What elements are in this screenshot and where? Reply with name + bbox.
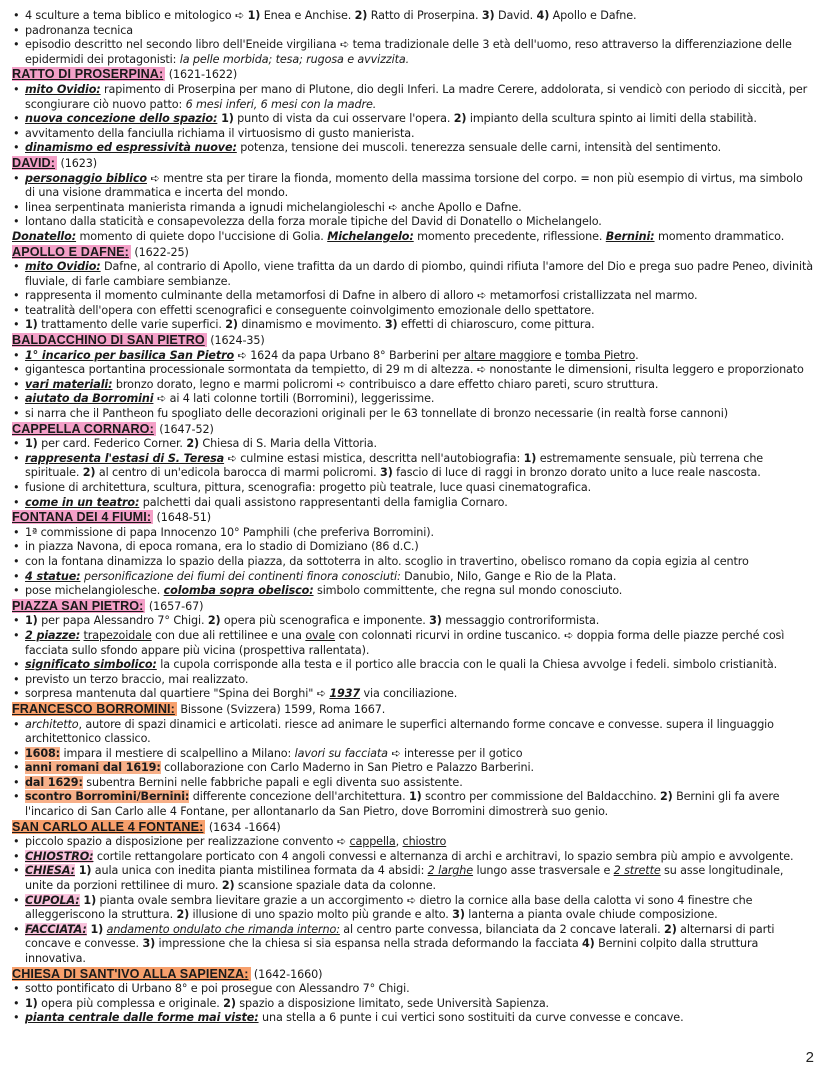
bullet-item: [12, 201, 814, 216]
keyword: Michelangelo:: [327, 229, 414, 243]
bullet-item: [12, 997, 814, 1012]
bullet-item: [12, 1011, 814, 1026]
text-run: 2): [659, 790, 673, 804]
text-run: padronanza tecnica: [25, 23, 134, 37]
section-title: SAN CARLO ALLE 4 FONTANE:: [12, 819, 204, 834]
keyword: pianta centrale dalle forme mai viste:: [25, 1011, 259, 1025]
section-dates: (1648-51): [153, 511, 211, 525]
text-run: Ratto di Proserpina.: [367, 9, 482, 22]
text-run: per papa Alessandro 7° Chigi.: [37, 614, 208, 628]
keyword: aiutato da Borromini: [25, 392, 154, 406]
bullet-item: [12, 83, 814, 112]
text-run: rappresenta il momento culminante della metamorfosi di Dafne in albero di alloro ➪ metamorfosi cristallizzata nel marmo.: [25, 289, 698, 303]
section-title: DAVID:: [12, 155, 56, 170]
text-run: con la fontana dinamizza lo spazio della piazza, da sottoterra in alto. scoglio in travertino, obelisco romano da copia egizia al centro: [25, 554, 749, 568]
text-run: 3): [452, 908, 465, 922]
bullet-item: [12, 864, 814, 893]
text-run: altare maggiore: [463, 348, 552, 362]
text-run: Bernini colpito dalla struttura innovativa.: [25, 937, 759, 965]
text-run: , autore di spazi dinamici e articolati. riesce ad animare le superfici alternando forme concave e convesse. supera il linguaggio architettonico classico.: [25, 717, 774, 746]
section-heading: [12, 967, 814, 983]
section-heading: [12, 245, 814, 261]
bullet-item: [12, 112, 814, 127]
text-run: per card. Federico Corner.: [37, 437, 187, 451]
text-run: episodio descritto nel secondo libro dell'Eneide virgiliana ➪ tema tradizionale delle 3 età dell'uomo, reso attraverso la differenziazione delle epidermidi dei protagonisti:: [25, 38, 792, 66]
bullet-item: [12, 555, 814, 570]
section-dates: (1647-52): [155, 422, 214, 436]
bullet-item: [12, 260, 814, 289]
page-number: 2: [805, 1049, 814, 1066]
bullet-item: [12, 629, 814, 658]
text-run: architetto: [25, 717, 79, 731]
text-run: alternarsi di parti concave e convesse.: [25, 922, 775, 951]
keyword: 1608:: [25, 746, 61, 760]
bullet-item: [12, 437, 814, 452]
keyword: CHIOSTRO:: [25, 849, 94, 863]
text-run: 6 mesi inferi, 6 mesi con la madre.: [185, 97, 377, 111]
keyword: mito Ovidio:: [25, 260, 101, 274]
text-run: personificazione dei fiumi dei continenti finora conosciuti:: [80, 569, 401, 583]
keyword: CUPOLA:: [25, 893, 80, 907]
bullet-item: [12, 790, 814, 819]
text-run: ➪ culmine estasi mistica, descritta nell'autobiografia:: [224, 451, 524, 465]
text-run: 2 larghe: [427, 864, 474, 878]
text-run: 2): [223, 996, 236, 1010]
bullet-item: [12, 452, 814, 481]
bullet-item: [12, 127, 814, 142]
section-heading: [12, 67, 814, 83]
text-run: 1): [523, 451, 537, 465]
text-run: lanterna a pianta ovale chiude composizione.: [464, 908, 718, 922]
text-run: teatralità dell'opera con effetti scenografici e conseguente coinvolgimento emozionale dello spettatore.: [25, 303, 595, 317]
text-run: cortile rettangolare porticato con 4 angoli convessi e alternanza di archi e architravi, lo spazio sembra più ampio e avvolgente.: [93, 849, 794, 863]
section-dates: (1657-67): [145, 599, 204, 613]
keyword: mito Ovidio:: [25, 82, 101, 96]
text-run: linea serpentinata manierista rimanda a ignudi michelangioleschi ➪ anche Apollo e Dafne.: [25, 200, 522, 214]
bullet-item: [12, 318, 814, 333]
section-title: FONTANA DEI 4 FIUMI:: [12, 510, 152, 525]
text-run: effetti di chiaroscuro, come pittura.: [397, 318, 595, 332]
text-run: su asse longitudinale, unite da porzioni rettilinee di muro.: [25, 864, 784, 893]
text-run: palchetti dai quali assistono rappresentanti della famiglia Cornaro.: [139, 495, 508, 509]
text-run: Chiesa di S. Maria della Vittoria.: [198, 437, 377, 451]
text-run: impara il mestiere di scalpellino a Milano:: [60, 746, 295, 760]
text-run: la pelle morbida; tesa; rugosa e avvizzita.: [179, 52, 410, 66]
text-run: momento di quiete dopo l'uccisione di Golia.: [76, 229, 328, 243]
text-run: 3): [481, 9, 495, 22]
keyword: CHIESA:: [25, 864, 75, 878]
keyword: vari materiali:: [25, 377, 113, 391]
bullet-item: [12, 894, 814, 923]
bullet-item: [12, 304, 814, 319]
text-run: andamento ondulato che rimanda interno:: [106, 922, 340, 936]
text-run: Danubio, Nilo, Gange e Rio de la Plata.: [400, 569, 617, 583]
keyword: scontro Borromini/Bernini:: [25, 790, 190, 804]
text-run: avvitamento della fanciulla richiama il virtuosismo di gusto manierista.: [25, 126, 415, 140]
keyword: come in un teatro:: [25, 495, 140, 509]
text-run: 2): [176, 908, 190, 922]
text-run: 4): [536, 9, 550, 22]
text-run: 1): [247, 9, 261, 22]
text-run: 1): [25, 614, 38, 628]
text-run: differente concezione dell'architettura.: [189, 790, 409, 804]
bullet-item: [12, 38, 814, 67]
text-run: lontano dalla staticità e consapevolezza della forza morale tipiche del David di Donatello o Michelangelo.: [25, 215, 602, 229]
keyword: significato simbolico:: [25, 658, 157, 672]
bullet-item: [12, 673, 814, 688]
text-run: impianto della scultura spinto ai limiti della stabilità.: [466, 112, 757, 126]
bullet-item: [12, 349, 814, 364]
bullet-item: [12, 363, 814, 378]
keyword: FACCIATA:: [25, 922, 87, 936]
bullet-item: [12, 378, 814, 393]
text-run: pose michelangiolesche.: [25, 584, 164, 598]
text-run: ,: [395, 835, 403, 849]
keyword: Bernini:: [605, 229, 655, 243]
section-dates: (1634 -1664): [205, 820, 281, 834]
section-heading: [12, 333, 814, 349]
text-run: pianta ovale sembra lievitare grazie a un accorgimento ➪ dietro la cornice alla base della calotta vi sono 4 finestre che alleggeriscono la struttura.: [25, 893, 753, 922]
text-run: opera più complessa e originale.: [37, 996, 224, 1010]
text-run: al centro parte convessa, bilanciata da 2 concave laterali.: [339, 922, 665, 936]
text-run: opera più scenografica e imponente.: [220, 614, 430, 628]
text-run: collaborazione con Carlo Maderno in San Pietro e Palazzo Barberini.: [160, 761, 534, 775]
text-run: estremamente sensuale, più terrena che spirituale.: [25, 451, 764, 480]
section-heading: [12, 422, 814, 438]
text-run: 3): [384, 318, 398, 332]
keyword: anni romani dal 1619:: [25, 761, 161, 775]
notes-page: [12, 9, 814, 1026]
section-dates: (1622-25): [130, 245, 189, 259]
section-title: APOLLO E DAFNE:: [12, 244, 129, 259]
text-run: Bernini gli fa avere l'incarico di San Carlo alle 4 Fontane, per allontanarlo da San Pietro, dove Borromini dimostrerà suo genio.: [25, 790, 780, 819]
bullet-item: [12, 687, 814, 702]
text-run: trapezoidale: [83, 628, 152, 642]
text-run: scansione spaziale data da colonne.: [234, 879, 436, 893]
text-run: 1): [217, 112, 234, 126]
keyword: rappresenta l'estasi di S. Teresa: [25, 451, 225, 465]
text-run: piccolo spazio a disposizione per realizzazione convento ➪: [25, 835, 350, 849]
section-heading: [12, 599, 814, 615]
bullet-item: [12, 540, 814, 555]
section-dates: (1623): [57, 156, 97, 170]
bullet-item: [12, 982, 814, 997]
keyword: dinamismo ed espressività nuove:: [25, 141, 237, 155]
text-run: 2): [225, 318, 238, 332]
text-run: con colonnati ricurvi in ordine tuscanico. ➪ doppia forma delle piazze perché così facciata sullo sfondo appare più vicina (prospettiva rallentata).: [25, 628, 785, 657]
keyword: Donatello:: [12, 229, 77, 243]
bullet-item: [12, 614, 814, 629]
text-run: 2): [186, 437, 199, 451]
section-dates: Bissone (Svizzera) 1599, Roma 1667.: [176, 702, 386, 716]
text-run: 1): [25, 437, 38, 451]
text-run: 1): [74, 864, 92, 878]
keyword: colomba sopra obelisco:: [163, 584, 314, 598]
keyword: 1° incarico per basilica San Pietro: [25, 348, 235, 362]
text-run: ➪ ai 4 lati colonne tortili (Borromini), leggerissime.: [153, 392, 435, 406]
text-run: via conciliazione.: [360, 687, 458, 701]
bullet-item: [12, 835, 814, 850]
text-run: momento drammatico.: [654, 229, 785, 243]
text-run: aula unica con inedita pianta mistilinea formata da 4 absidi:: [91, 864, 428, 878]
bullet-item: [12, 658, 814, 673]
bullet-item: [12, 526, 814, 541]
bullet-item: [12, 747, 814, 762]
text-run: una stella a 6 punte i cui vertici sono sostituiti da curve convesse e concave.: [258, 1011, 684, 1025]
text-run: fascio di luce di raggi in bronzo dorato unito a luce reale nascosta.: [392, 466, 761, 480]
bullet-item: [12, 761, 814, 776]
text-run: ovale: [305, 628, 336, 642]
text-run: gigantesca portantina processionale sormontata da tempietto, di 29 m di altezza. ➪ nonostante le dimensioni, risulta leggero e proporzionato: [25, 363, 804, 377]
text-run: simbolo committente, che regna sul mondo conosciuto.: [313, 584, 623, 598]
text-run: fusione di architettura, scultura, pittura, scenografia: progetto più teatrale, luce quasi cinematografica.: [25, 481, 592, 494]
keyword: nuova concezione dello spazio:: [25, 112, 218, 126]
text-run: cappella: [349, 835, 396, 849]
text-run: 3): [429, 614, 442, 628]
keyword: 2 piazze:: [25, 628, 81, 642]
text-run: dinamismo e movimento.: [237, 318, 385, 332]
text-run: punto di vista da cui osservare l'opera.: [233, 112, 454, 126]
bullet-item: [12, 407, 814, 422]
text-run: 1): [25, 318, 38, 332]
text-run: .: [635, 348, 639, 362]
text-run: Apollo e Dafne.: [549, 9, 637, 22]
text-run: la cupola corrisponde alla testa e il portico alle braccia con le quali la Chiesa avvolge i fedeli. simbolo cristianità.: [156, 658, 778, 672]
section-heading: [12, 820, 814, 836]
section-title: CHIESA DI SANT'IVO ALLA SAPIENZA:: [12, 966, 249, 981]
text-run: 2): [354, 9, 368, 22]
section-title: PIAZZA SAN PIETRO:: [12, 598, 144, 613]
bullet-item: [12, 289, 814, 304]
text-run: 1): [79, 893, 97, 907]
text-run: 1): [408, 790, 422, 804]
text-run: 2): [453, 112, 467, 126]
text-run: 2 strette: [613, 864, 661, 878]
text-run: si narra che il Pantheon fu spogliato delle decorazioni originali per le 63 tonnellate di bronzo necessarie (in realtà forse cannoni): [25, 407, 728, 421]
text-run: ➪ interesse per il gotico: [387, 746, 523, 760]
bullet-item: [12, 481, 814, 496]
text-run: sotto pontificato di Urbano 8° e poi prosegue con Alessandro 7° Chigi.: [25, 982, 410, 996]
section-title: FRANCESCO BORROMINI:: [12, 701, 175, 716]
section-title: CAPPELLA CORNARO:: [12, 421, 154, 436]
text-run: in piazza Navona, di epoca romana, era lo stadio di Domiziano (86 d.C.): [25, 540, 419, 554]
keyword: 1937: [329, 687, 361, 701]
section-dates: (1642-1660): [250, 967, 323, 981]
text-run: trattamento delle varie superfici.: [37, 318, 226, 332]
bullet-item: [12, 776, 814, 791]
bullet-item: [12, 923, 814, 967]
text-run: momento precedente, riflessione.: [413, 229, 606, 243]
bullet-item: [12, 570, 814, 585]
text-run: 3): [142, 937, 156, 951]
text-run: 1): [86, 922, 104, 936]
bullet-item: [12, 392, 814, 407]
bullet-item: [12, 850, 814, 865]
bullet-item: [12, 718, 814, 747]
bullet-item: [12, 141, 814, 156]
text-run: messaggio controriformista.: [441, 614, 600, 628]
keyword: personaggio biblico: [25, 171, 147, 185]
text-run: bronzo dorato, legno e marmi policromi ➪ contribuisco a dare effetto chiaro pareti, scuro struttura.: [112, 377, 659, 391]
text-run: 1ª commissione di papa Innocenzo 10° Pamphili (che preferiva Borromini).: [25, 525, 434, 539]
text-run: 2): [664, 922, 677, 936]
bullet-item: [12, 24, 814, 39]
text-run: rapimento di Proserpina per mano di Plutone, dio degli Inferi. La madre Cerere, addolorata, si vendicò con periodo di siccità, per scongiurare ciò nuovo patto:: [25, 82, 808, 111]
text-run: spazio a disposizione limitato, sede Università Sapienza.: [235, 996, 549, 1010]
text-run: sorpresa mantenuta dal quartiere "Spina dei Borghi" ➪: [25, 687, 330, 701]
keyword: dal 1629:: [25, 775, 83, 789]
bullet-item: [12, 172, 814, 201]
section-heading: [12, 510, 814, 526]
text-run: impressione che la chiesa si sia espansa nella strada deformando la facciata: [155, 937, 582, 951]
section-heading: [12, 702, 814, 718]
text-run: 4 sculture a tema biblico e mitologico ➪: [25, 9, 248, 22]
section-dates: (1624-35): [206, 334, 265, 348]
bullet-item: [12, 584, 814, 599]
text-run: 3): [380, 466, 393, 480]
text-run: e: [551, 348, 565, 362]
text-run: subentra Bernini nelle fabbriche papali e egli diventa suo assistente.: [82, 775, 463, 789]
section-dates: (1621-1622): [165, 68, 238, 82]
note-line: [12, 230, 814, 245]
text-run: 1): [25, 996, 38, 1010]
bullet-item: [12, 215, 814, 230]
text-run: Dafne, al contrario di Apollo, viene trafitta da un dardo di piombo, quindi rifiuta l'amore del Dio e prega suo padre Peneo, divinità fluviale, di farle cambiare sembianze.: [25, 260, 813, 288]
text-run: Enea e Anchise.: [260, 9, 355, 22]
text-run: chiostro: [402, 835, 447, 849]
text-run: 4): [582, 937, 595, 951]
text-run: 2): [82, 466, 96, 480]
text-run: scontro per commissione del Baldacchino.: [421, 790, 660, 804]
bullet-item: [12, 9, 814, 24]
text-run: illusione di uno spazio molto più grande e alto.: [189, 908, 453, 922]
text-run: David.: [494, 9, 537, 22]
keyword: 4 statue:: [25, 569, 81, 583]
text-run: con due ali rettilinee e una: [151, 628, 306, 642]
text-run: previsto un terzo braccio, mai realizzato.: [25, 672, 249, 686]
text-run: al centro di un'edicola barocca di marmi policromi.: [95, 466, 381, 480]
text-run: 2): [221, 879, 235, 893]
text-run: 2): [207, 614, 221, 628]
section-title: RATTO DI PROSERPINA:: [12, 67, 164, 82]
section-heading: [12, 156, 814, 172]
text-run: lungo asse trasversale e: [473, 864, 614, 878]
bullet-item: [12, 496, 814, 511]
text-run: ➪ 1624 da papa Urbano 8° Barberini per: [234, 348, 464, 362]
section-title: BALDACCHINO DI SAN PIETRO: [12, 333, 205, 348]
text-run: lavori su facciata: [294, 746, 388, 760]
text-run: tomba Pietro: [564, 348, 636, 362]
text-run: potenza, tensione dei muscoli. tenerezza sensuale delle carni, intensità del sentimento.: [236, 141, 722, 155]
text-run: ➪ mentre sta per tirare la fionda, momento della massima torsione del corpo. = non più esempio di virtus, ma simbolo di una visione drammatica e incerta del mondo.: [25, 171, 803, 200]
